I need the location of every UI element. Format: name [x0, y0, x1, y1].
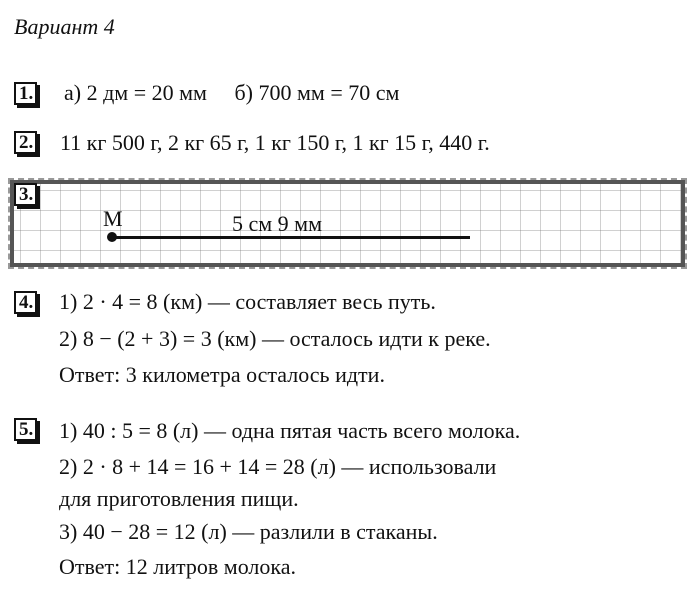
segment-length-label: 5 см 9 мм	[232, 211, 323, 236]
task-number-2: 2.	[14, 131, 37, 154]
segment-line	[112, 236, 470, 239]
task-4-answer: Ответ: 3 километра осталось идти.	[59, 362, 385, 387]
task-number-5: 5.	[14, 418, 37, 441]
task-1-text: а) 2 дм = 20 мм б) 700 мм = 70 см	[64, 80, 400, 105]
point-label-m: M	[103, 206, 123, 231]
variant-title: Вариант 4	[14, 14, 115, 39]
task-5-answer: Ответ: 12 литров молока.	[59, 554, 297, 579]
task-5-line-2: 2) 2 · 8 + 14 = 16 + 14 = 28 (л) — использовали	[59, 454, 497, 479]
task-number-4: 4.	[14, 291, 37, 314]
task-2-text: 11 кг 500 г, 2 кг 65 г, 1 кг 150 г, 1 кг 15 г, 440 г.	[60, 130, 490, 155]
task-number-1: 1.	[14, 82, 37, 105]
task-4-line-1: 1) 2 · 4 = 8 (км) — составляет весь путь.	[59, 289, 436, 314]
task-5-line-3: для приготовления пищи.	[59, 486, 299, 511]
task-5-line-1: 1) 40 : 5 = 8 (л) — одна пятая часть всего молока.	[59, 418, 521, 443]
task-5-line-4: 3) 40 − 28 = 12 (л) — разлили в стаканы.	[59, 519, 438, 544]
task-number-3: 3.	[14, 183, 37, 206]
task-4-line-2: 2) 8 − (2 + 3) = 3 (км) — осталось идти к реке.	[59, 326, 491, 351]
